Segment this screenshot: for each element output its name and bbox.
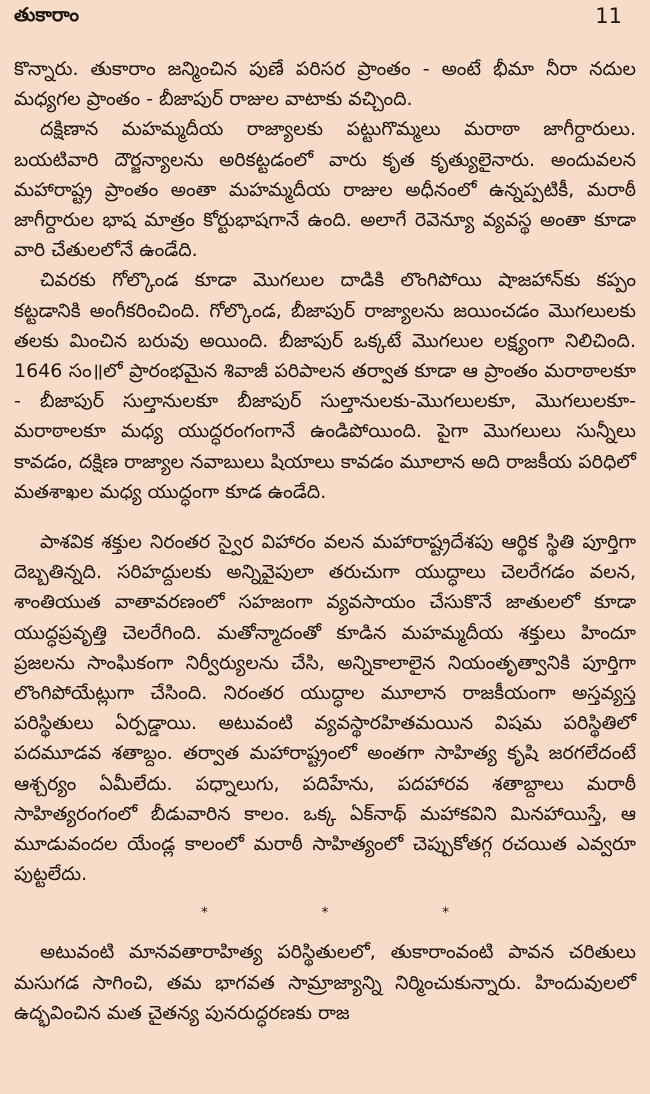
page-header — [14, 0, 636, 54]
paragraph-gap — [14, 507, 636, 527]
paragraph-jagirdars: దక్షిణాన మహమ్మదీయ రాజ్యాలకు పట్టుగొమ్మలు మరాఠా జాగీర్దారులు. బయటివారి దౌర్జన్యాలను అరికట్టడంలో వారు కృత కృత్యులైనారు. అందువలన మహారాష్ట్ర ప్రాంతం అంతా మహమ్మదీయ రాజుల అధీనంలో ఉన్నప్పటికీ, మరాఠీ జాగీర్దారుల భాష మాత్రం కోర్టుభాషగానే ఉంది. అలాగే రెవెన్యూ వ్యవస్థ అంతా కూడా వారి చేతులలోనే ఉండేది. — [14, 118, 636, 262]
paragraph-continued: కొన్నారు. తుకారాం జన్మించిన పుణే పరిసర ప్రాంతం - అంటే భీమా నీరా నదుల మధ్యగల ప్రాంతం - బీజాపుర్ రాజుల వాటాకు వచ్చింది. — [14, 58, 636, 111]
paragraph-golconda: చివరకు గోల్కొండ కూడా మొగలుల దాడికి లొంగిపోయి షాజహాన్‌కు కప్పం కట్టడానికి అంగీకరించింది. గోల్కొండ, బీజాపుర్ రాజ్యాలను జయించడం మొగలులకు తలకు మించిన బరువు అయింది. బీజాపుర్ ఒక్కటే మొగలుల లక్ష్యంగా నిలిచింది. 1646 సం॥లో ప్రారంభమైన శివాజీ పరిపాలన తర్వాత కూడా ఆ ప్రాంతం మరాఠాలకూ - బీజాపుర్ సుల్తానులకూ బీజాపుర్ సుల్తానులకు-మొగలులకూ, మొగలులకూ-మరాఠాలకూ మధ్య యుద్ధరంగంగానే ఉండిపోయింది. పైగా మొగలులు సున్నీలు కావడం, దక్షిణ రాజ్యాల నవాబులు షియాలు కావడం మూలాన అది రాజకీయ పరిధిలో మతశాఖల మధ్య యుద్ధంగా కూడ ఉండేది. — [14, 269, 636, 503]
page-number: 11 — [595, 4, 622, 28]
divider-asterisk: * — [321, 905, 329, 922]
body-text — [14, 54, 636, 1028]
paragraph-closing: అటువంటి మానవతారాహిత్య పరిస్థితులలో, తుకారాంవంటి పావన చరితులు మసుగడ సాగించి, తమ భాగవత సామ్రాజ్యాన్ని నిర్మించుకున్నారు. హిందువులలో ఉద్భవించిన మత చైతన్య పునరుద్ధరణకు రాజ — [14, 941, 636, 1024]
running-title: తుకారాం — [14, 4, 80, 26]
divider-asterisk: * — [442, 905, 450, 922]
section-divider — [14, 889, 636, 937]
paragraph-economy: పాశవిక శక్తుల నిరంతర స్వైర విహారం వలన మహారాష్ట్రదేశపు ఆర్థిక స్థితి పూర్తిగా దెబ్బతిన్నది. సరిహద్దులకు అన్నివైపులా తరుచుగా యుద్ధాలు చెలరేగడం వలన, శాంతియుత వాతావరణంలో సహజంగా వ్యవసాయం చేసుకొనే జాతులలో కూడా యుద్ధప్రవృత్తి చెలరేగింది. మతోన్మాదంతో కూడిన మహమ్మదీయ శక్తులు హిందూ ప్రజలను సాంఘికంగా నిర్వీర్యులను చేసి, అన్నికాలాలైన నియంతృత్వానికి పూర్తిగా లొంగిపోయేట్లుగా చేసింది. నిరంతర యుద్ధాల మూలాన రాజకీయంగా అస్తవ్యస్త పరిస్థితులు ఏర్పడ్డాయి. అటువంటి వ్యవస్థారహితమయిన విషమ పరిస్థితిలో పదమూడవ శతాబ్దం. తర్వాత మహారాష్ట్రంలో అంతగా సాహిత్య కృషి జరగలేదంటే ఆశ్చర్యం ఏమీలేదు. పధ్నాలుగు, పదిహేను, పదహారవ శతాబ్దాలు మరాఠీ సాహిత్యరంగంలో బీడువారిన కాలం. ఒక్క ఏక్‌నాథ్ మహాకవిని మినహాయిస్తే, ఆ మూడువందల యేండ్ల కాలంలో మరాఠీ సాహిత్యంలో చెప్పుకోతగ్గ రచయిత ఎవ్వరూ పుట్టలేదు. — [14, 531, 636, 886]
divider-asterisk: * — [200, 905, 208, 922]
